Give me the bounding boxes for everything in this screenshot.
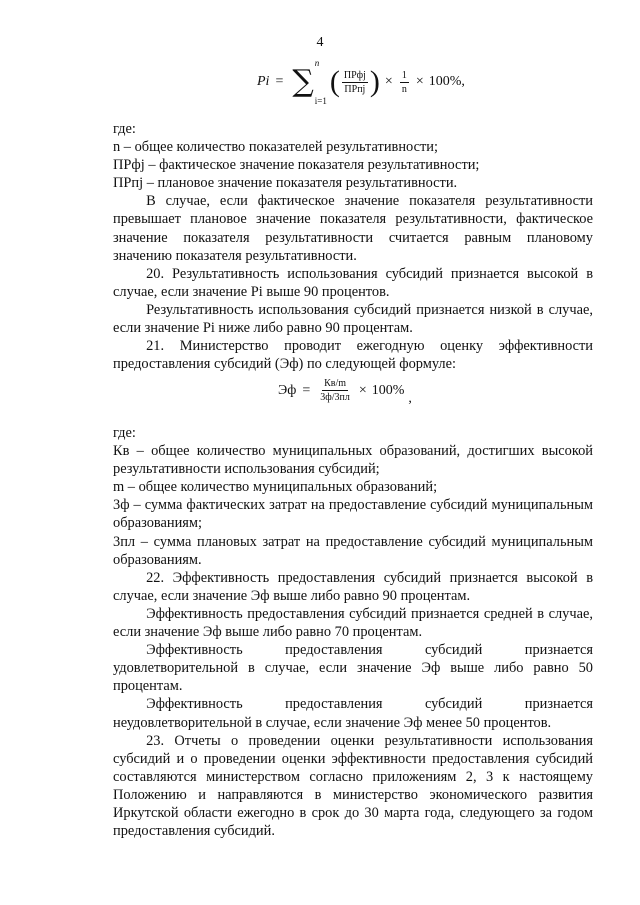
paragraph-unsatisfactory-efficiency: Эффективность предоставления субсидий признается неудовлетворительной в случае, если значение Эф менее 50 процентов.: [113, 696, 593, 731]
definition-prp: ПРпj – плановое значение показателя результативности.: [113, 175, 458, 192]
formula1-times1: ×: [384, 74, 393, 89]
paragraph-23: 23. Отчеты о проведении оценки результативности использования субсидий и о проведении оценки эффективности предоставления субсидий составляются министерством согласно приложениям 2, 3 к настоящему Положению и направляются в министерство экономического развития Иркутской области ежегодно в срок до 30 марта года, следующего за годом предоставления субсидий.: [113, 732, 593, 840]
formula1-lhs: Pi: [257, 74, 270, 89]
definition-m: m – общее количество муниципальных образований;: [113, 479, 438, 496]
paragraph-low-result: Результативность использования субсидий признается низкой в случае, если значение Pi ниже либо равно 90 процентам.: [113, 301, 593, 337]
sigma-sign: ∑: [292, 64, 314, 99]
formula2-equals: =: [302, 382, 311, 398]
sum-upper-limit: n: [314, 58, 320, 68]
right-paren: ): [369, 65, 380, 98]
formula1-tail: 100%,: [428, 74, 465, 89]
formula-efficiency: [278, 378, 412, 406]
sum-lower-limit: i=1: [314, 96, 327, 106]
paragraph-medium-efficiency: Эффективность предоставления субсидий признается средней в случае, если значение Эф выше либо равно 70 процентам.: [113, 605, 593, 641]
paragraph-excess-rule: В случае, если фактическое значение показателя результативности превышает плановое значение показателя результативности, фактическое значение показателя результативности считается равным плановому значению показателя результативности.: [113, 193, 593, 264]
fraction-efficiency-numerator: Кв/m: [324, 378, 347, 389]
formula2-tail: 100%: [371, 382, 405, 398]
page-number: 4: [316, 35, 324, 50]
paragraph-20: 20. Результативность использования субсидий признается высокой в случае, если значение Pi выше 90 процентов.: [113, 265, 593, 300]
formula1-times2: ×: [415, 74, 424, 89]
sum-operator: [292, 58, 327, 106]
fraction-n-denominator: n: [401, 83, 407, 95]
fraction-one-over-n: [400, 70, 409, 95]
text-block-2: [113, 424, 593, 840]
definition-zf: 3ф – сумма фактических затрат на предоставление субсидий муниципальным образованиям;: [113, 497, 593, 532]
definition-zpl: 3пл – сумма плановых затрат на предоставление субсидий муниципальным образованиям.: [113, 533, 593, 568]
left-paren: (: [329, 65, 340, 98]
fraction-pr-denominator: ПРпj: [344, 83, 366, 95]
text-block-1: [113, 120, 593, 373]
definition-kv: Кв – общее количество муниципальных образований, достигших высокой результативности использования субсидий;: [113, 443, 593, 478]
formula2-lhs: Эф: [278, 382, 297, 398]
sum-limits: [314, 58, 327, 106]
paragraph-22: 22. Эффективность предоставления субсидий признается высокой в случае, если значение Эф выше либо равно 90 процентам.: [113, 569, 593, 604]
formula-result-index: [257, 58, 465, 106]
fraction-pr: [342, 70, 368, 95]
fraction-pr-numerator: ПРфj: [343, 69, 366, 81]
fraction-one-numerator: 1: [401, 69, 407, 81]
fraction-efficiency-denominator: 3ф/3пл: [320, 392, 350, 403]
formula2-comma: ,: [408, 390, 412, 406]
definition-prf: ПРфj – фактическое значение показателя результативности;: [113, 157, 480, 174]
where-label: где:: [113, 121, 136, 137]
formula1-equals: =: [275, 74, 284, 89]
paragraph-satisfactory-efficiency: Эффективность предоставления субсидий признается удовлетворительной в случае, если значение Эф выше либо равно 50 процентам.: [113, 642, 593, 695]
paragraph-21: 21. Министерство проводит ежегодную оценку эффективности предоставления субсидий (Эф) по следующей формуле:: [113, 338, 593, 373]
where-label-2: где:: [113, 425, 136, 441]
definition-n: n – общее количество показателей результативности;: [113, 139, 438, 156]
formula2-times: ×: [358, 382, 367, 398]
fraction-efficiency: [318, 378, 352, 403]
